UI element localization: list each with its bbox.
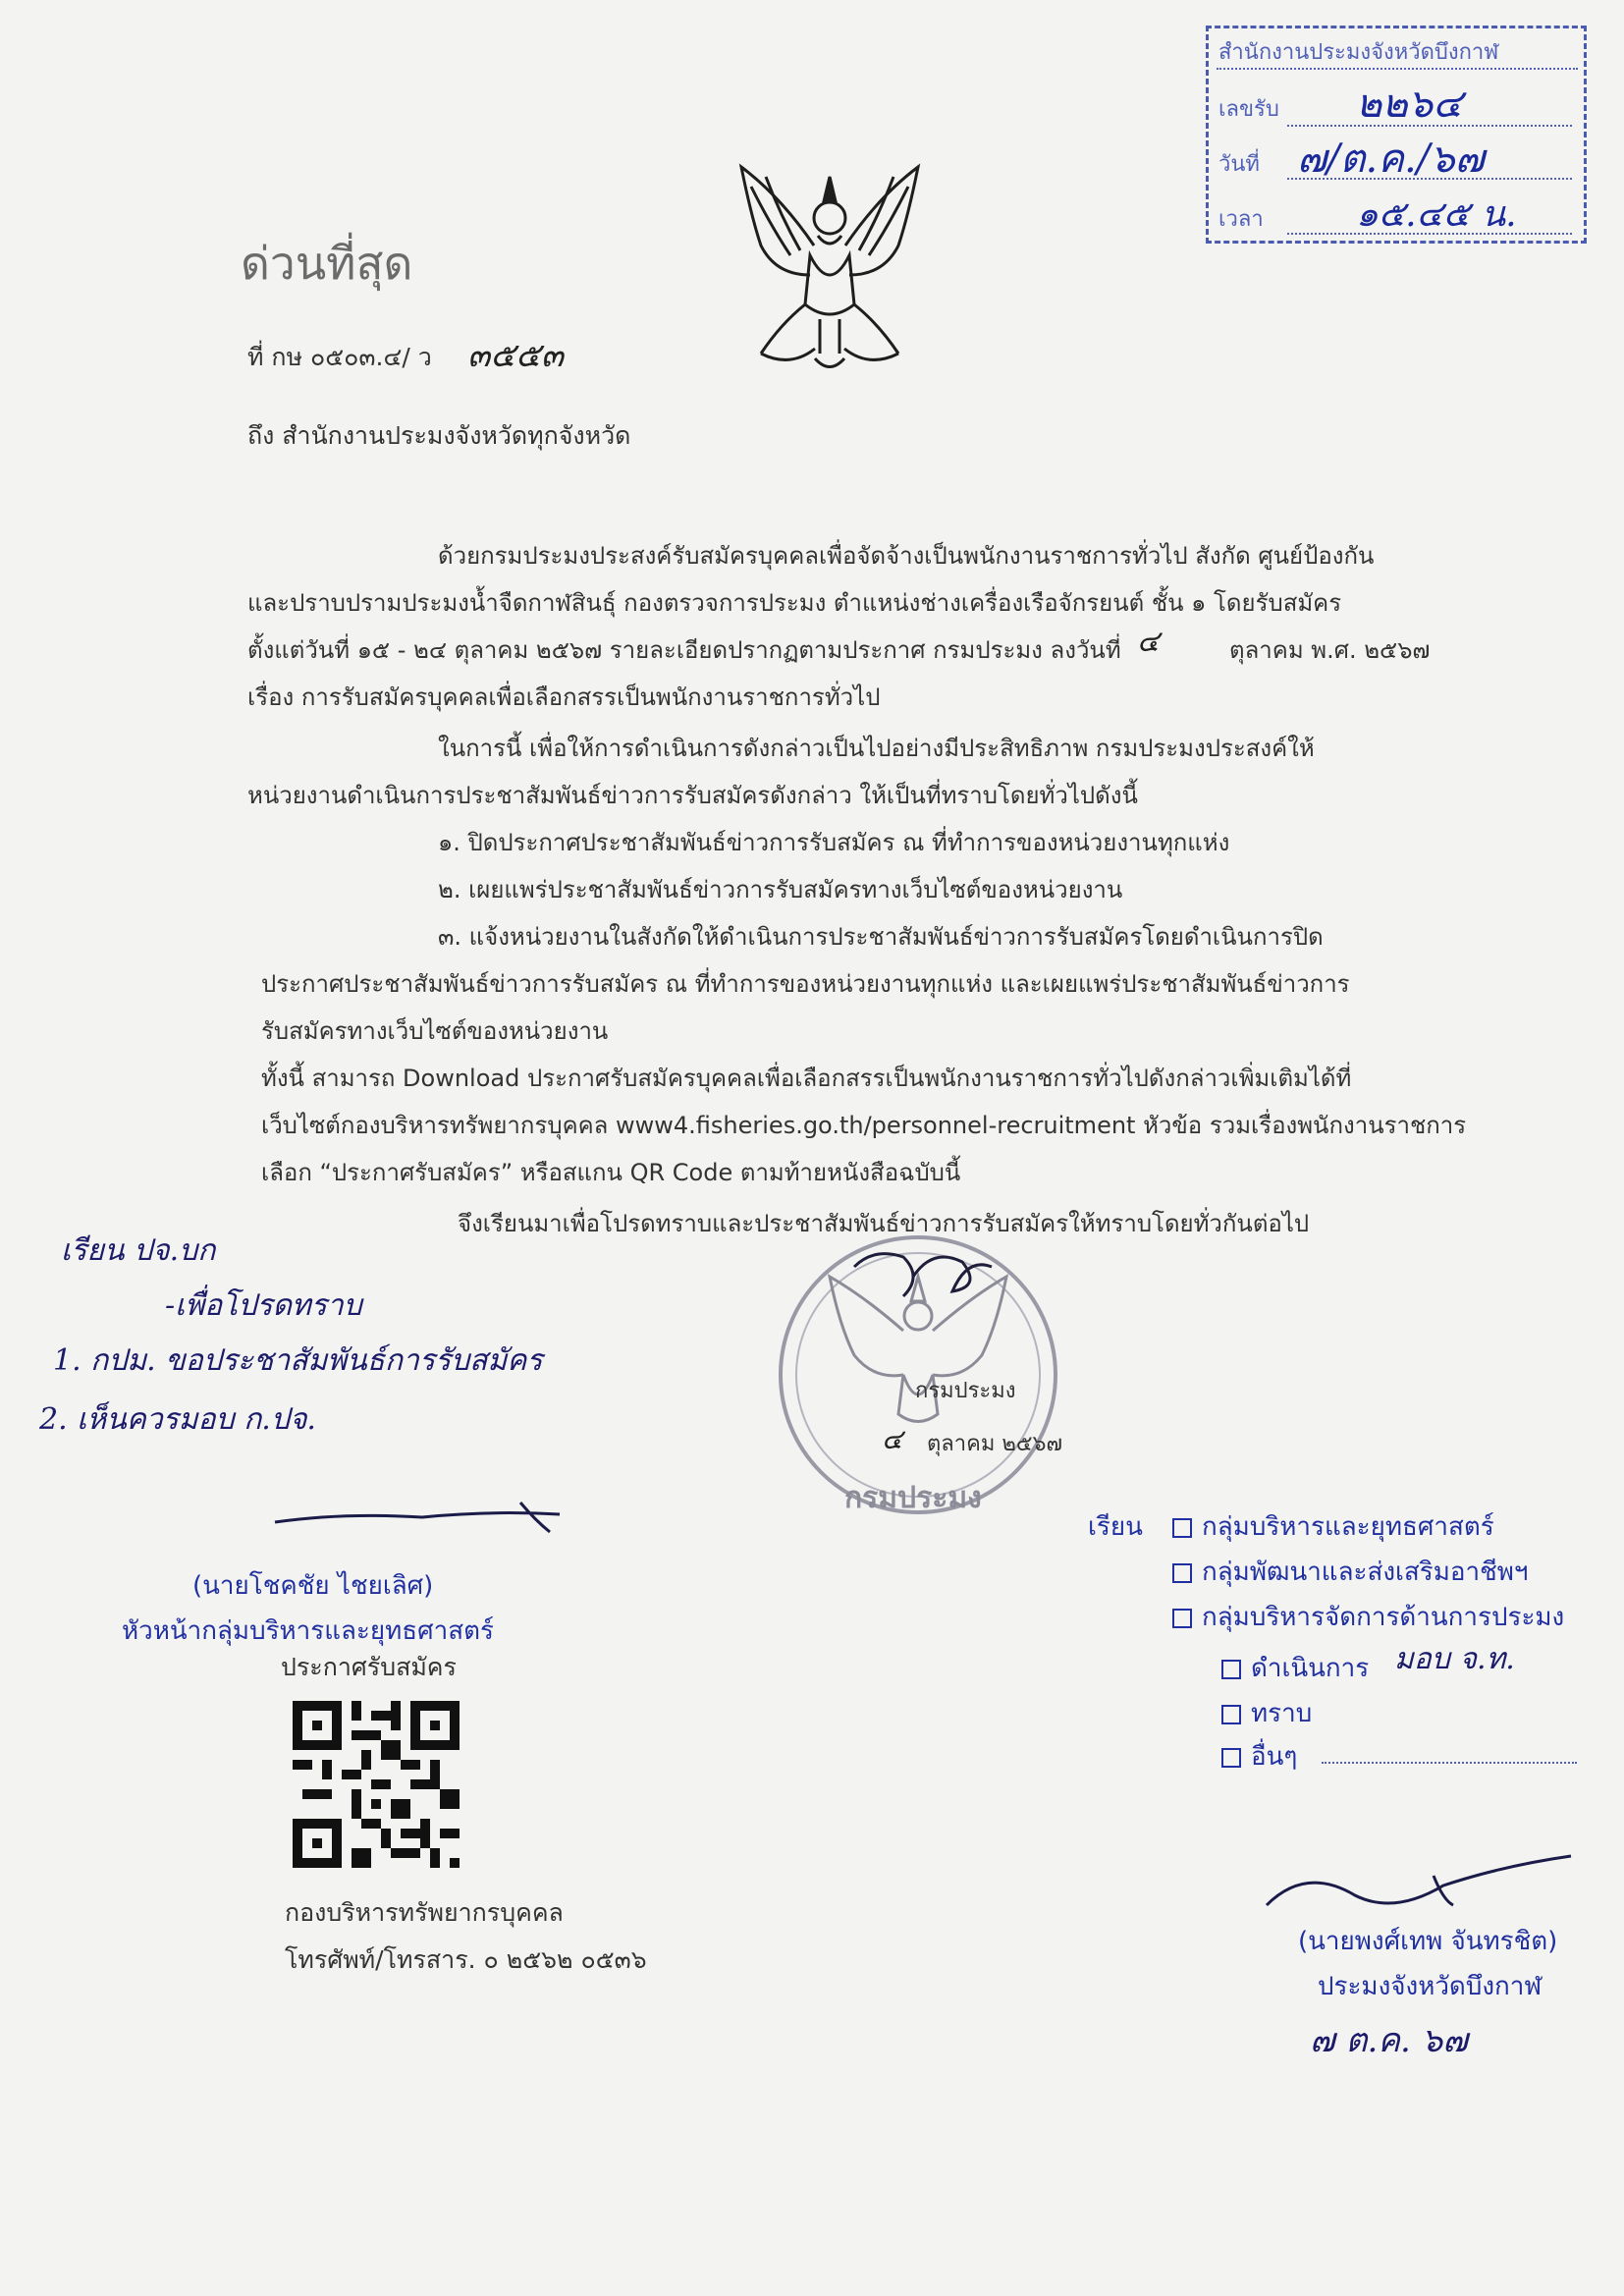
- note-line2: -เพื่อโปรดทราบ: [165, 1288, 362, 1323]
- routing-prefix: เรียน: [1088, 1512, 1143, 1542]
- para3-line2: เว็บไซต์กองบริหารทรัพยากรบุคคล www4.fisheries.go.th/personnel-recruitment หัวข้อ รวมเรื่องพนักงานราชการ: [261, 1112, 1467, 1139]
- stamp-no-value: ๒๒๖๔: [1356, 82, 1463, 127]
- checkbox-icon[interactable]: [1172, 1563, 1192, 1583]
- routing-option-1-label: กลุ่มบริหารและยุทธศาสตร์: [1202, 1512, 1494, 1542]
- routing-option-1[interactable]: [1172, 1506, 1494, 1547]
- stamp-no-label: เลขรับ: [1218, 97, 1279, 122]
- stamp-office: สำนักงานประมงจังหวัดบึงกาฬ: [1218, 40, 1499, 65]
- para3-line1: ทั้งนี้ สามารถ Download ประกาศรับสมัครบุคคลเพื่อเลือกสรรเป็นพนักงานราชการทั่วไปดังกล่าวเพิ่มเติมได้ที่: [261, 1065, 1352, 1092]
- list-item-1: ๑. ปิดประกาศประชาสัมพันธ์ข่าวการรับสมัคร ณ ที่ทำการของหน่วยงานทุกแห่ง: [438, 829, 1230, 856]
- stamp-time-value: ๑๕.๔๕ น.: [1356, 194, 1517, 235]
- closing-line: จึงเรียนมาเพื่อโปรดทราบและประชาสัมพันธ์ข่าวการรับสมัครให้ทราบโดยทั่วกันต่อไป: [458, 1210, 1310, 1237]
- routing-option-2[interactable]: [1172, 1552, 1529, 1592]
- left-signer-name: (นายโชคชัย ไชยเลิศ): [192, 1571, 434, 1601]
- stamp-date-label: วันที่: [1218, 152, 1260, 177]
- checkbox-icon[interactable]: [1221, 1748, 1241, 1768]
- doc-number-handwritten: ๓๕๕๓: [467, 336, 564, 375]
- para3-line3: เลือก “ประกาศรับสมัคร” หรือสแกน QR Code ตามท้ายหนังสือฉบับนี้: [261, 1159, 961, 1186]
- left-signer-title: หัวหน้ากลุ่มบริหารและยุทธศาสตร์: [122, 1616, 494, 1646]
- stamp-divider: [1217, 68, 1578, 70]
- para1-day-handwritten: ๔: [1137, 625, 1160, 659]
- seal-day-handwritten: ๔: [882, 1423, 903, 1455]
- para2-line2: หน่วยงานดำเนินการประชาสัมพันธ์ข่าวการรับสมัครดังกล่าว ให้เป็นที่ทราบโดยทั่วไปดังนี้: [247, 782, 1138, 809]
- list-item-3-line1: ๓. แจ้งหน่วยงานในสังกัดให้ดำเนินการประชาสัมพันธ์ข่าวการรับสมัครโดยดำเนินการปิด: [438, 923, 1324, 951]
- para1-line3: ตั้งแต่วันที่ ๑๕ - ๒๔ ตุลาคม ๒๕๖๗ รายละเอียดปรากฏตามประกาศ กรมประมง ลงวันที่: [247, 636, 1121, 664]
- routing-option-3-label: กลุ่มบริหารจัดการด้านการประมง: [1202, 1603, 1565, 1632]
- routing-option-6[interactable]: [1221, 1736, 1297, 1777]
- checkbox-icon[interactable]: [1221, 1705, 1241, 1724]
- seal-date: ตุลาคม ๒๕๖๗: [927, 1432, 1062, 1456]
- routing-option-4-label: ดำเนินการ: [1251, 1654, 1370, 1683]
- checkbox-icon[interactable]: [1221, 1660, 1241, 1679]
- seal-text: กรมประมง: [844, 1481, 982, 1515]
- stamp-time-label: เวลา: [1218, 207, 1264, 232]
- right-signer-date-handwritten: ๗ ต.ค. ๖๗: [1310, 2021, 1468, 2060]
- note-line1: เรียน ปจ.บก: [61, 1233, 216, 1268]
- left-signature-icon: [265, 1493, 579, 1552]
- urgency-label: ด่วนที่สุด: [241, 237, 413, 290]
- doc-number: ที่ กษ ๐๕๐๓.๔/ ว: [247, 343, 432, 371]
- routing-other-line: [1322, 1762, 1577, 1764]
- footer-division: กองบริหารทรัพยากรบุคคล: [285, 1898, 564, 1927]
- qr-code-icon[interactable]: [293, 1701, 460, 1868]
- routing-option-4-handwritten: มอบ จ.ท.: [1394, 1642, 1515, 1676]
- list-item-2: ๒. เผยแพร่ประชาสัมพันธ์ข่าวการรับสมัครทางเว็บไซต์ของหน่วยงาน: [438, 876, 1123, 903]
- garuda-emblem-icon: [722, 157, 938, 378]
- right-signer-name: (นายพงศ์เทพ จันทรชิต): [1298, 1927, 1558, 1956]
- para1-line2: และปราบปรามประมงน้ำจืดกาฬสินธุ์ กองตรวจการประมง ตำแหน่งช่างเครื่องเรือจักรยนต์ ชั้น ๑ โดยรับสมัคร: [247, 589, 1342, 617]
- routing-option-3[interactable]: [1172, 1597, 1564, 1637]
- para1-line4: เรื่อง การรับสมัครบุคคลเพื่อเลือกสรรเป็นพนักงานราชการทั่วไป: [247, 683, 881, 711]
- footer-phone: โทรศัพท์/โทรสาร. ๐ ๒๕๖๒ ๐๕๓๖: [285, 1945, 647, 1974]
- routing-option-5-label: ทราบ: [1251, 1699, 1313, 1728]
- list-item-3-line2: ประกาศประชาสัมพันธ์ข่าวการรับสมัคร ณ ที่ทำการของหน่วยงานทุกแห่ง และเผยแพร่ประชาสัมพันธ์ข่าวการ: [261, 970, 1350, 998]
- checkbox-icon[interactable]: [1172, 1609, 1192, 1628]
- receipt-stamp: [1206, 26, 1587, 244]
- routing-option-4[interactable]: [1221, 1648, 1369, 1688]
- para1-line3-tail: ตุลาคม พ.ศ. ๒๕๖๗: [1229, 636, 1431, 664]
- routing-option-5[interactable]: [1221, 1693, 1312, 1733]
- checkbox-icon[interactable]: [1172, 1518, 1192, 1538]
- note-line4: 2. เห็นควรมอบ ก.ปจ.: [39, 1402, 316, 1437]
- note-line3: 1. กปม. ขอประชาสัมพันธ์การรับสมัคร: [53, 1343, 543, 1378]
- to-line: ถึง สำนักงานประมงจังหวัดทุกจังหวัด: [247, 421, 631, 450]
- para1-line1: ด้วยกรมประมงประสงค์รับสมัครบุคคลเพื่อจัดจ้างเป็นพนักงานราชการทั่วไป สังกัด ศูนย์ป้องกัน: [438, 542, 1375, 570]
- right-signer-title: ประมงจังหวัดบึงกาฬ: [1318, 1972, 1543, 2001]
- seal-org: กรมประมง: [915, 1379, 1016, 1403]
- stamp-date-value: ๗/ต.ค./๖๗: [1297, 137, 1485, 182]
- qr-caption: ประกาศรับสมัคร: [281, 1653, 457, 1681]
- list-item-3-line3: รับสมัครทางเว็บไซต์ของหน่วยงาน: [261, 1017, 609, 1045]
- para2-line1: ในการนี้ เพื่อให้การดำเนินการดังกล่าวเป็นไปอย่างมีประสิทธิภาพ กรมประมงประสงค์ให้: [438, 735, 1315, 762]
- routing-option-2-label: กลุ่มพัฒนาและส่งเสริมอาชีพฯ: [1202, 1558, 1529, 1587]
- routing-option-6-label: อื่นๆ: [1251, 1742, 1298, 1772]
